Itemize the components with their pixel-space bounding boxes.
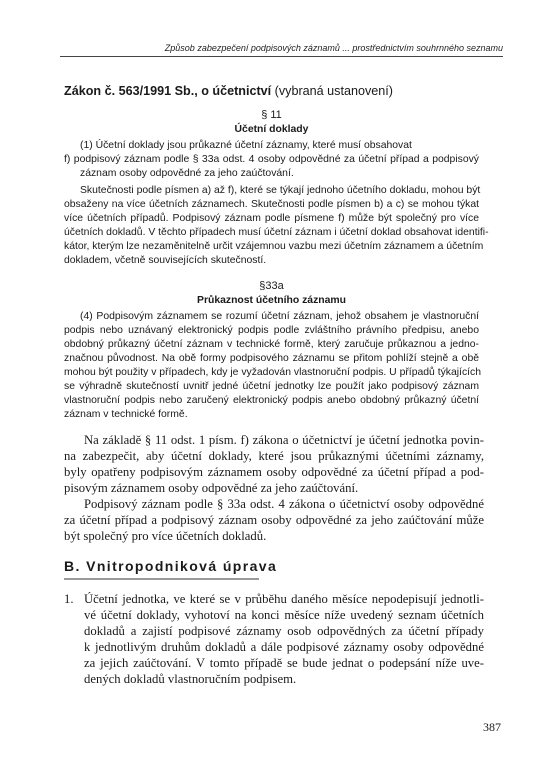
body-paragraph-1-line: pisovým záznamem osoby odpovědné za jeho zaúčtování.	[64, 481, 359, 495]
section-11-title: Účetní doklady	[234, 124, 309, 135]
law-title	[64, 84, 484, 98]
section-33a-line: se výhradně skutečností uvnitř jedné účetní jednotky lze použít jako podpisový záznam	[64, 381, 479, 392]
section-11-line: f) podpisový záznam podle § 33a odst. 4 osoby odpovědné za účetní případ a podpisový	[64, 154, 479, 165]
section-11-line: Skutečnosti podle písmen a) až f), které se týkají jednoho účetního dokladu, mohou být	[80, 185, 481, 196]
body-paragraph-1-line: byly opatřeny podpisovým záznamem osoby odpovědné za účetní případ a pod-	[64, 465, 484, 479]
section-33a-line: mohou být použity v případech, kdy je vyžadován vlastnoruční podpis. U případů týkajících	[64, 367, 482, 378]
list-item-line: vé účetní doklady, vyhotoví na konci měsíce níže uvedený seznam účetních	[84, 608, 484, 622]
section-11-line: obsaženy na více účetních záznamech. Skutečnosti podle písmen b) a c) se mohou týkat	[64, 199, 479, 210]
section-33a-line: (4) Podpisovým záznamem se rozumí účetní záznam, jehož obsahem je vlastnoruční	[80, 311, 479, 322]
body-paragraph-1-line: na zabezpečit, aby účetní doklady, které jsou průkaznými účetními záznamy,	[64, 449, 484, 463]
section-33a-line: záznam v technické formě.	[64, 409, 188, 420]
section-11-line: kátor, kterým lze nezaměnitelně určit vzájemnou vazbu mezi účetním záznamem a účetním	[64, 241, 484, 252]
section-11-number: § 11	[261, 109, 282, 121]
body-paragraph-1-line: Na základě § 11 odst. 1 písm. f) zákona o účetnictví je účetní jednotka povin-	[84, 433, 484, 447]
law-title-note: (vybraná ustanovení)	[271, 84, 393, 98]
list-item-line: dokladů a zajistí podpisové záznamy osob odpovědných za účetní případy	[84, 624, 484, 638]
body-paragraph-2-line: Podpisový záznam podle § 33a odst. 4 zákona o účetnictví osoby odpovědné	[84, 497, 484, 511]
section-11-line: dokladem, včetně souvisejících skutečností.	[64, 255, 267, 266]
header-divider	[60, 56, 503, 57]
running-header: Způsob zabezpečení podpisových záznamů ... prostřednictvím souhrnného seznamu	[164, 43, 503, 53]
body-paragraph-2-line: za účetní případ a podpisový záznam osoby odpovědné za jeho zaúčtování může	[64, 513, 484, 527]
section-33a-number: §33a	[259, 280, 284, 292]
list-item-line: za jejich zaúčtování. V tomto případě se bude jednat o podepsání níže uve-	[84, 656, 484, 670]
section-33a-line: obdobný průkazný účetní záznam v technické formě, který zaručuje průkaznou a jedno-	[64, 339, 479, 350]
section-33a-line: podpis nebo uznávaný elektronický podpis podle zvláštního právního předpisu, anebo	[64, 325, 479, 336]
list-item-line: k jednotlivým druhům dokladů a dále podpisové záznamy osoby odpovědné	[84, 640, 484, 654]
section-11-line: více účetních případů. Podpisový záznam podle písmene f) může být společný pro více	[64, 213, 479, 224]
section-33a-line: vlastnoruční podpis nebo zaručený elektronický podpis anebo obdobný průkazný účetní	[64, 395, 479, 406]
list-item-line: Účetní jednotka, ve které se v průběhu daného měsíce nepodepisují jednotli-	[84, 592, 484, 606]
list-item-line: dených dokladů vlastnoručním podpisem.	[84, 672, 297, 686]
section-b-heading: B. Vnitropodniková úprava	[64, 558, 259, 580]
list-item-number: 1.	[64, 592, 74, 606]
page-number: 387	[483, 720, 501, 734]
body-paragraph-2-line: být společný pro více účetních dokladů.	[64, 529, 267, 543]
law-title-name: Zákon č. 563/1991 Sb., o účetnictví	[64, 84, 272, 98]
section-11-line: (1) Účetní doklady jsou průkazné účetní záznamy, které musí obsahovat	[80, 140, 412, 151]
section-33a-line: značnou původnost. Na obě formy podpisového záznamu se přitom pohlíží stejně a obě	[64, 353, 479, 364]
section-11-line: účetních dokladů. V těchto případech musí účetní záznam i účetní doklad obsahovat identifi-	[64, 227, 489, 238]
section-11-line: záznam osoby odpovědné za jeho zaúčtování.	[80, 168, 294, 179]
section-33a-title: Průkaznost účetního záznamu	[197, 295, 346, 306]
